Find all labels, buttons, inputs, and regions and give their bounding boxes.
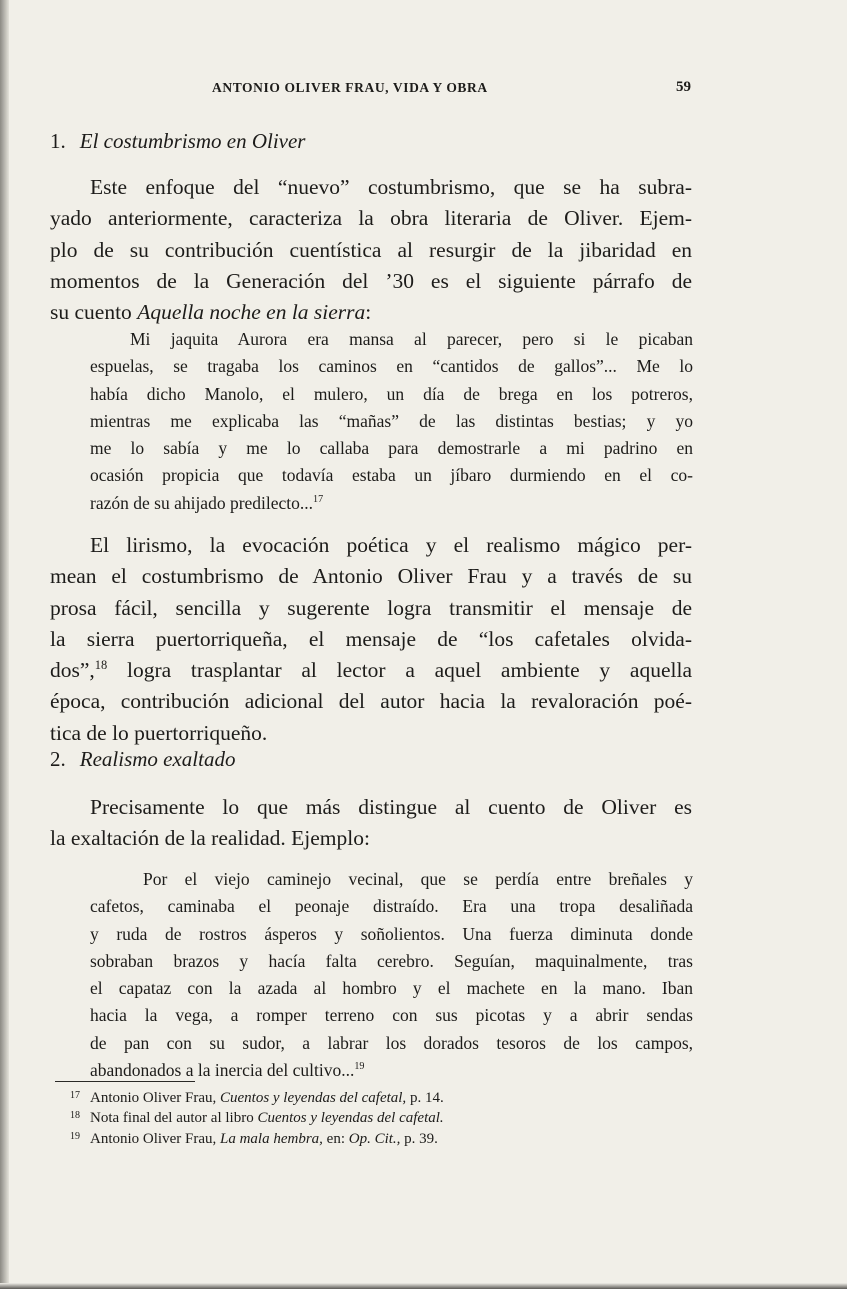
section-title: El costumbrismo en Oliver — [79, 129, 306, 153]
section-heading-1 — [50, 128, 305, 154]
quote-line: había dicho Manolo, el mulero, un día de brega en los potreros, — [90, 383, 693, 404]
footnote-number: 17 — [70, 1090, 80, 1101]
block-quote-2 — [90, 866, 693, 1084]
footnotes — [70, 1087, 444, 1148]
footnote-17: 17 Antonio Oliver Frau, Cuentos y leyendas del cafetal, p. 14. — [70, 1087, 444, 1107]
quote-line: y ruda de rostros ásperos y soñolientos. Una fuerza diminuta donde — [90, 923, 693, 944]
quote-line: el capataz con la azada al hombro y el machete en la mano. Iban — [90, 978, 693, 999]
section-title: Realismo exaltado — [79, 747, 236, 771]
block-quote-1 — [90, 326, 693, 517]
paragraph-line: Precisamente lo que más distingue al cuento de Oliver es — [90, 795, 692, 819]
quote-line: hacia la vega, a romper terreno con sus picotas y a abrir sendas — [90, 1005, 693, 1026]
quote-line: sobraban brazos y hacía falta cerebro. Seguían, maquinalmente, tras — [90, 950, 693, 971]
quote-line: Mi jaquita Aurora era mansa al parecer, pero si le picaban — [130, 329, 693, 349]
paragraph-3 — [50, 792, 692, 855]
paragraph-line: El lirismo, la evocación poética y el realismo mágico per- — [90, 533, 692, 557]
paragraph-line: la exaltación de la realidad. Ejemplo: — [50, 826, 370, 851]
section-number: 2. — [50, 747, 66, 771]
paragraph-line: yado anteriormente, caracteriza la obra literaria de Oliver. Ejem- — [50, 206, 692, 231]
paragraph-line: su cuento Aquella noche en la sierra: — [50, 300, 372, 325]
quote-line: de pan con su sudor, a labrar los dorados tesoros de los campos, — [90, 1032, 693, 1053]
page-number: 59 — [676, 79, 691, 95]
footnote-number: 19 — [70, 1130, 80, 1142]
paragraph-line: plo de su contribución cuentística al resurgir de la jibaridad en — [50, 237, 692, 262]
footnote-18: 18 Nota final del autor al libro Cuentos y leyendas del cafetal. — [70, 1107, 444, 1127]
footnote-ref: 19 — [354, 1061, 365, 1073]
quote-line: cafetos, caminaba el peonaje distraído. Era una tropa desaliñada — [90, 896, 693, 917]
paragraph-line: Este enfoque del “nuevo” costumbrismo, que se ha subra- — [90, 175, 692, 199]
running-head: ANTONIO OLIVER FRAU, VIDA Y OBRA — [212, 80, 488, 95]
quote-line: abandonados a la inercia del cultivo...$^{19}$ — [90, 1060, 365, 1081]
paragraph-1 — [50, 172, 692, 328]
quote-line: me lo sabía y me lo callaba para demostrarle a mi padrino en — [90, 438, 693, 459]
paragraph-line: la sierra puertorriqueña, el mensaje de “los cafetales olvida- — [50, 626, 692, 651]
paragraph-line: prosa fácil, sencilla y sugerente logra transmitir el mensaje de — [50, 595, 692, 620]
quote-line: espuelas, se tragaba los caminos en “cantidos de gallos”... Me lo — [90, 356, 693, 377]
footnote-rule — [55, 1081, 195, 1082]
paragraph-line: dos”,$^{18}$ logra trasplantar al lector a aquel ambiente y aquella — [50, 658, 692, 683]
footnote-ref: 18 — [94, 658, 108, 673]
paragraph-2 — [50, 530, 692, 749]
section-number: 1. — [50, 129, 66, 153]
paragraph-line: tica de lo puertorriqueño. — [50, 720, 268, 745]
paragraph-line: época, contribución adicional del autor hacia la revaloración poé- — [50, 689, 692, 714]
quote-line: razón de su ahijado predilecto...$^{17}$ — [90, 492, 324, 513]
footnote-number: 18 — [70, 1110, 80, 1122]
footnote-ref: 17 — [313, 493, 324, 505]
paragraph-line: mean el costumbrismo de Antonio Oliver Frau y a través de su — [50, 564, 692, 589]
story-title: Aquella noche en la sierra — [137, 300, 366, 325]
paragraph-line: momentos de la Generación del ’30 es el siguiente párrafo de — [50, 268, 692, 293]
quote-line: mientras me explicaba las “mañas” de las distintas bestias; y yo — [90, 410, 693, 431]
quote-line: Por el viejo caminejo vecinal, que se perdía entre breñales y — [143, 869, 693, 889]
footnote-19: 19 Antonio Oliver Frau, La mala hembra, en: Op. Cit., p. 39. — [70, 1128, 444, 1148]
quote-line: ocasión propicia que todavía estaba un jíbaro durmiendo en el co- — [90, 465, 693, 486]
section-heading-2 — [50, 746, 235, 772]
